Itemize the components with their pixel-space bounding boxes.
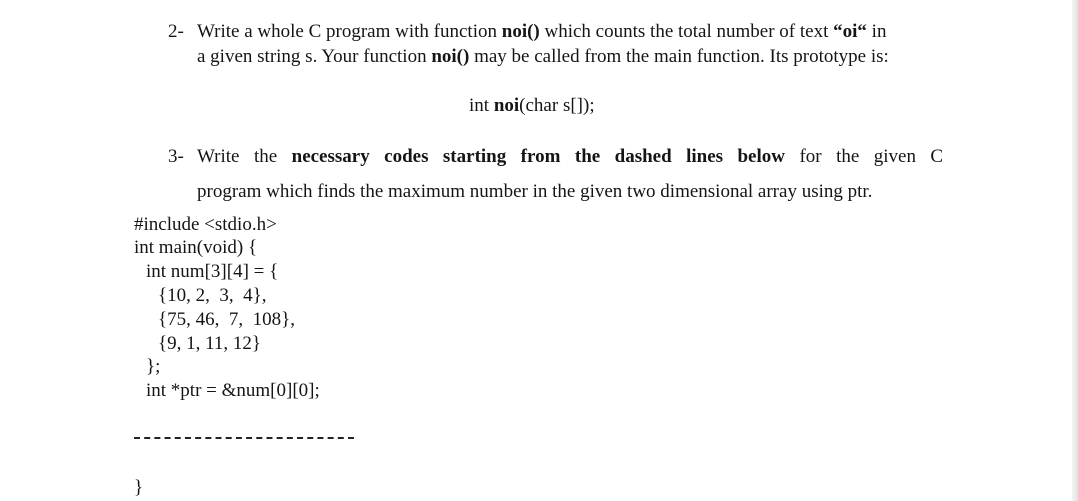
q2-text: which counts the total number of text (539, 21, 834, 42)
code-line-row-3: {9, 1, 11, 12} (158, 333, 262, 354)
question-3-number: 3- (168, 146, 184, 167)
function-prototype (469, 95, 595, 117)
q3-word: for (799, 146, 822, 167)
q2-text: Write a whole C program with function (197, 21, 502, 42)
dashed-answer-line (134, 437, 354, 439)
prototype-params: (char s[]); (519, 95, 595, 116)
q2-text: in (866, 21, 887, 42)
q3-word: Write (197, 146, 240, 167)
question-2-line-1 (197, 21, 886, 43)
q3-word: C (930, 146, 944, 167)
code-line-array-decl: int num[3][4] = { (146, 261, 279, 282)
question-2-line-2 (197, 46, 889, 68)
q3-word: given (873, 146, 916, 167)
code-line-ptr: int *ptr = &num[0][0]; (146, 380, 320, 401)
function-name: noi() (431, 46, 470, 67)
search-text: “oi“ (833, 21, 867, 42)
function-name: noi() (501, 21, 540, 42)
page-edge (1072, 0, 1078, 501)
q3-word: the (253, 146, 278, 167)
q2-text: a given string s. Your function (197, 46, 432, 67)
code-line-close-brace: } (134, 477, 144, 498)
question-2-number: 2- (168, 21, 184, 42)
code-line-row-1: {10, 2, 3, 4}, (158, 285, 267, 306)
code-line-row-2: {75, 46, 7, 108}, (158, 309, 295, 330)
prototype-name: noi (493, 95, 520, 116)
prototype-type: int (469, 95, 494, 116)
q2-text: may be called from the main function. Its prototype is: (469, 46, 889, 67)
code-line-array-close: }; (146, 356, 161, 377)
question-3-line-2: program which finds the maximum number in the given two dimensional array using ptr. (197, 181, 873, 202)
code-line-main: int main(void) { (134, 237, 258, 258)
q3-word: the (836, 146, 860, 167)
q3-bold-instruction: necessary codes starting from the dashed lines below (291, 146, 785, 167)
code-line-include: #include <stdio.h> (134, 214, 277, 235)
question-3-line-1 (197, 146, 943, 168)
